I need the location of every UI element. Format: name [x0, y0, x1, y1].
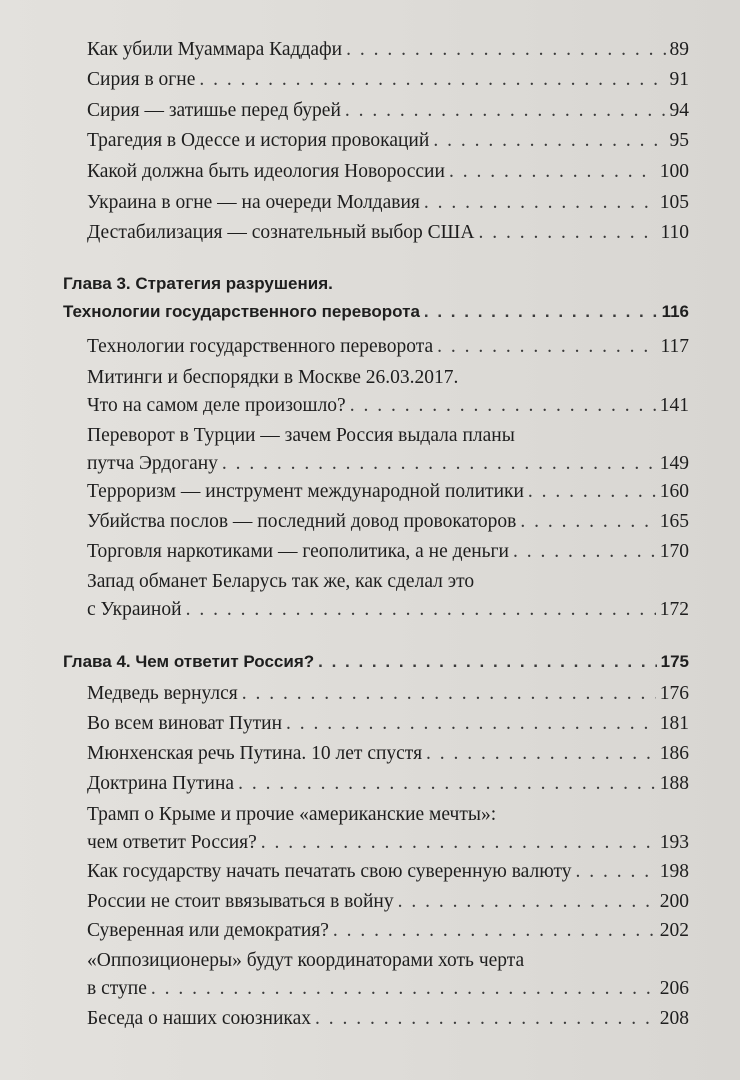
- toc-title: Доктрина Путина: [87, 773, 235, 794]
- toc-entry: [87, 219, 689, 247]
- toc-line: [87, 66, 689, 94]
- toc-entry: [87, 422, 689, 478]
- dot-leader: [433, 127, 665, 155]
- dot-leader: [520, 508, 655, 536]
- page-number: 141: [659, 395, 689, 416]
- toc-line: [87, 1005, 689, 1033]
- toc-line: [63, 298, 689, 326]
- toc-title: в ступе: [87, 978, 147, 999]
- page-number: 94: [669, 100, 689, 121]
- toc-line: [87, 158, 689, 186]
- toc-entry: [87, 770, 689, 798]
- page-number: 186: [659, 743, 689, 764]
- page-number: 117: [660, 336, 689, 357]
- toc-entry: [87, 508, 689, 536]
- page-number: 110: [660, 222, 689, 243]
- page-number: 188: [659, 773, 689, 794]
- toc-line: [87, 858, 689, 886]
- page-number: 202: [659, 920, 689, 941]
- toc-line: [87, 450, 689, 478]
- toc-line: [87, 127, 689, 155]
- dot-leader: [238, 770, 656, 798]
- toc-line: [87, 596, 689, 624]
- toc-line: [87, 392, 689, 420]
- toc-title: Глава 4. Чем ответит Россия?: [63, 652, 315, 671]
- toc-line: [87, 422, 689, 450]
- toc-title: Запад обманет Беларусь так же, как сделал это: [87, 571, 475, 592]
- page-number: 100: [659, 161, 689, 182]
- page-number: 170: [659, 541, 689, 562]
- toc-line: [87, 917, 689, 945]
- toc-line: [87, 975, 689, 1003]
- toc-line: [87, 770, 689, 798]
- toc-line: [87, 333, 689, 361]
- toc-line: [87, 740, 689, 768]
- toc-title: Беседа о наших союзниках: [87, 1008, 312, 1029]
- toc-title: Убийства послов — последний довод провокаторов: [87, 511, 517, 532]
- toc-title: Как государству начать печатать свою суверенную валюту: [87, 861, 572, 882]
- toc-title: Дестабилизация — сознательный выбор США: [87, 222, 475, 243]
- toc-line: [87, 829, 689, 857]
- toc-title: чем ответит Россия?: [87, 832, 257, 853]
- dot-leader: [222, 450, 656, 478]
- toc-title: Украина в огне — на очереди Молдавия: [87, 192, 420, 213]
- toc-entry: [87, 710, 689, 738]
- toc-line: [87, 680, 689, 708]
- toc-entry: [87, 333, 689, 361]
- toc-title: Суверенная или демократия?: [87, 920, 329, 941]
- toc-entry: [87, 127, 689, 155]
- toc-entry: [87, 478, 689, 506]
- dot-leader: [346, 36, 665, 64]
- toc-title: Митинги и беспорядки в Москве 26.03.2017.: [87, 367, 459, 388]
- toc-chapter: [63, 270, 689, 326]
- toc-line: [87, 568, 689, 596]
- toc-entry: [87, 36, 689, 64]
- toc-line: [87, 888, 689, 916]
- toc-entry: [87, 538, 689, 566]
- toc-line: [87, 508, 689, 536]
- dot-leader: [350, 392, 656, 420]
- page-number: 200: [659, 891, 689, 912]
- toc-line: [63, 270, 689, 298]
- page-number: 208: [659, 1008, 689, 1029]
- toc-entry: [87, 158, 689, 186]
- toc-entry: [87, 568, 689, 624]
- toc-entry: [87, 66, 689, 94]
- page-number: 165: [659, 511, 689, 532]
- toc-title: Мюнхенская речь Путина. 10 лет спустя: [87, 743, 423, 764]
- dot-leader: [398, 888, 656, 916]
- dot-leader: [186, 596, 656, 624]
- toc-title: России не стоит ввязываться в войну: [87, 891, 394, 912]
- toc-line: [87, 364, 689, 392]
- toc-entry: [87, 740, 689, 768]
- toc-entry: [87, 801, 689, 857]
- dot-leader: [478, 219, 656, 247]
- dot-leader: [242, 680, 656, 708]
- toc-title: Трамп о Крыме и прочие «американские мечты»:: [87, 804, 497, 825]
- toc-title: Терроризм — инструмент международной политики: [87, 481, 524, 502]
- toc-entry: [87, 97, 689, 125]
- toc-line: [63, 648, 689, 676]
- toc-entry: [87, 189, 689, 217]
- toc-entry: [87, 858, 689, 886]
- toc-line: [87, 219, 689, 247]
- dot-leader: [426, 740, 656, 768]
- toc-title: Трагедия в Одессе и история провокаций: [87, 130, 430, 151]
- dot-leader: [424, 189, 656, 217]
- toc-title: Какой должна быть идеология Новороссии: [87, 161, 445, 182]
- page-number: 160: [659, 481, 689, 502]
- page-number: 206: [659, 978, 689, 999]
- page-number: 105: [659, 192, 689, 213]
- toc-title: Сирия — затишье перед бурей: [87, 100, 341, 121]
- toc-entry: [87, 1005, 689, 1033]
- page-number: 91: [669, 69, 689, 90]
- dot-leader: [345, 97, 666, 125]
- dot-leader: [286, 710, 656, 738]
- toc-entry: [87, 917, 689, 945]
- page-number: 193: [659, 832, 689, 853]
- toc-title: Медведь вернулся: [87, 683, 238, 704]
- toc-entry: [87, 888, 689, 916]
- dot-leader: [528, 478, 656, 506]
- toc-line: [87, 478, 689, 506]
- dot-leader: [261, 829, 656, 857]
- dot-leader: [199, 66, 665, 94]
- dot-leader: [315, 1005, 656, 1033]
- toc-title: Глава 3. Стратегия разрушения.: [63, 274, 333, 293]
- toc-line: [87, 801, 689, 829]
- toc-title: Переворот в Турции — зачем Россия выдала планы: [87, 425, 515, 446]
- toc-title: Во всем виноват Путин: [87, 713, 283, 734]
- dot-leader: [333, 917, 656, 945]
- toc-line: [87, 36, 689, 64]
- toc-line: [87, 947, 689, 975]
- toc-chapter: [63, 648, 689, 676]
- toc-title: Сирия в огне: [87, 69, 196, 90]
- toc-entry: [87, 364, 689, 420]
- page-number: 172: [659, 599, 689, 620]
- dot-leader: [151, 975, 656, 1003]
- page-number: 89: [669, 39, 689, 60]
- toc-title: с Украиной: [87, 599, 182, 620]
- dot-leader: [437, 333, 656, 361]
- toc-title: Торговля наркотиками — геополитика, а не деньги: [87, 541, 509, 562]
- page-number: 149: [659, 453, 689, 474]
- toc-title: Как убили Муаммара Каддафи: [87, 39, 343, 60]
- toc-line: [87, 710, 689, 738]
- page-number: 181: [659, 713, 689, 734]
- toc-line: [87, 189, 689, 217]
- toc-title: «Оппозиционеры» будут координаторами хоть черта: [87, 950, 525, 971]
- toc-line: [87, 538, 689, 566]
- toc-title: путча Эрдогану: [87, 453, 218, 474]
- toc-entry: [87, 947, 689, 1003]
- page-number: 95: [669, 130, 689, 151]
- dot-leader: [424, 298, 658, 326]
- toc-title: Что на самом деле произошло?: [87, 395, 346, 416]
- page-number: 116: [661, 302, 689, 321]
- toc-entry: [87, 680, 689, 708]
- toc-title: Технологии государственного переворота: [63, 302, 420, 321]
- dot-leader: [513, 538, 656, 566]
- toc-title: Технологии государственного переворота: [87, 336, 434, 357]
- dot-leader: [576, 858, 656, 886]
- page-number: 175: [660, 652, 689, 671]
- dot-leader: [318, 648, 656, 676]
- toc-line: [87, 97, 689, 125]
- page-number: 176: [659, 683, 689, 704]
- page-number: 198: [659, 861, 689, 882]
- dot-leader: [449, 158, 656, 186]
